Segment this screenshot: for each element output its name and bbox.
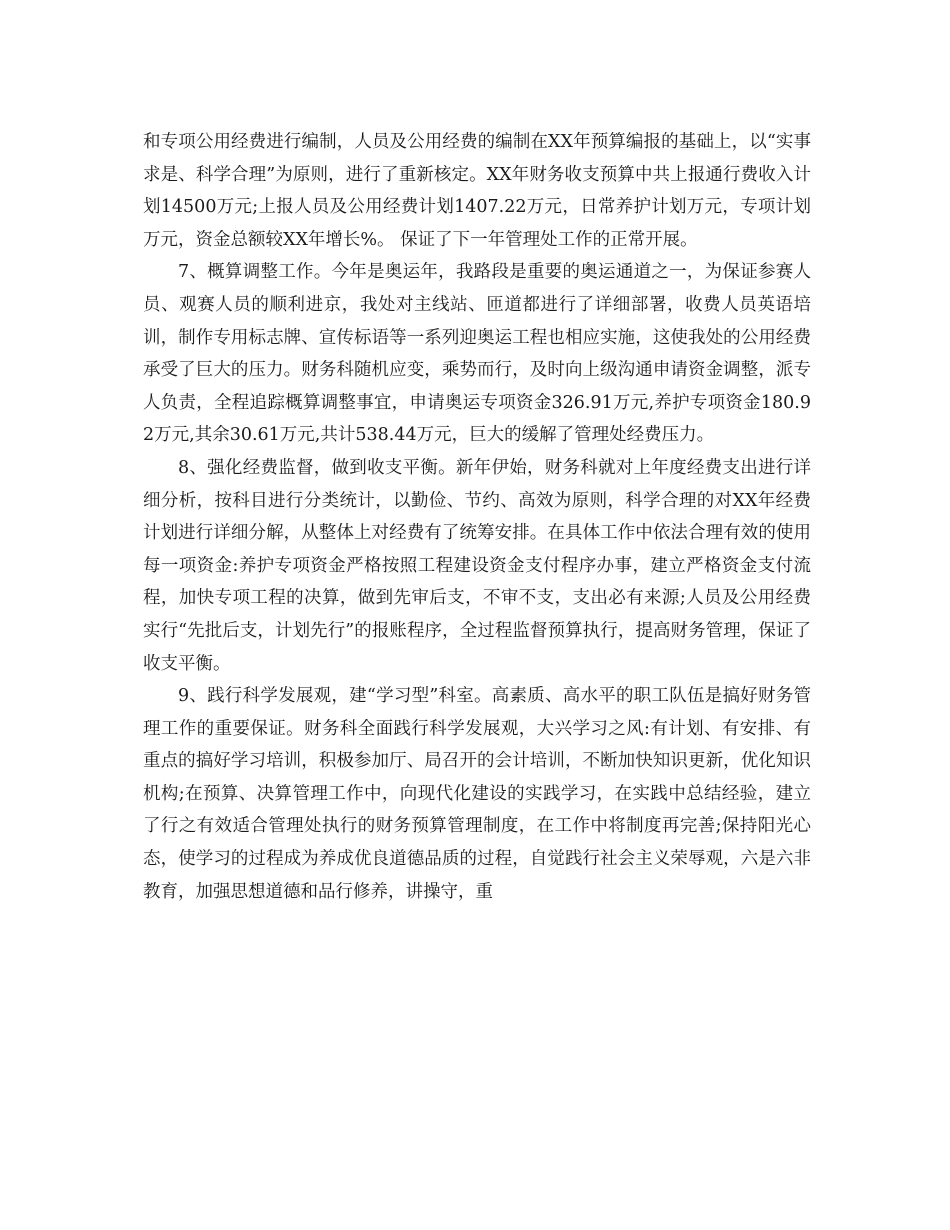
paragraph-expense-supervision: 8、强化经费监督，做到收支平衡。新年伊始，财务科就对上年度经费支出进行详细分析，按科目进行分类统计，以勤俭、节约、高效为原则，科学合理的对XX年经费计划进行详细分解，从整体上对经费有了统筹安排。在具体工作中依法合理有效的使用每一项资金:养护专项资金严格按照工程建设资金支付程序办事，建立严格资金支付流程，加快专项工程的决算，做到先审后支，不审不支，支出必有来源;人员及公用经费实行“先批后支，计划先行”的报账程序，全过程监督预算执行，提高财务管理，保证了收支平衡。 [143, 457, 811, 674]
paragraph-learning-office: 9、践行科学发展观，建“学习型”科室。高素质、高水平的职工队伍是搞好财务管理工作的重要保证。财务科全面践行科学发展观，大兴学习之风:有计划、有安排、有重点的搞好学习培训，积极参加厅、局召开的会计培训，不断加快知识更新，优化知识机构;在预算、决算管理工作中，向现代化建设的实践学习，在实践中总结经验，建立了行之有效适合管理处执行的财务预算管理制度，在工作中将制度再完善;保持阳光心态，使学习的过程成为养成优良道德品质的过程，自觉践行社会主义荣辱观，六是六非教育，加强思想道德和品行修养，讲操守，重 [143, 686, 811, 902]
paragraph-budget-continuation: 和专项公用经费进行编制，人员及公用经费的编制在XX年预算编报的基础上，以“实事求是、科学合理”为原则，进行了重新核定。XX年财务收支预算中共上报通行费收入计划14500万元;上报人员及公用经费计划1407.22万元，日常养护计划万元，专项计划万元，资金总额较XX年增长%。 保证了下一年管理处工作的正常开展。 [143, 132, 811, 250]
paragraph-budget-adjustment: 7、概算调整工作。今年是奥运年，我路段是重要的奥运通道之一，为保证参赛人员、观赛人员的顺利进京，我处对主线站、匝道都进行了详细部署，收费人员英语培训，制作专用标志牌、宣传标语等一系列迎奥运工程也相应实施，这使我处的公用经费承受了巨大的压力。财务科随机应变，乘势而行，及时向上级沟通申请资金调整，派专人负责，全程追踪概算调整事宜，申请奥运专项资金326.91万元,养护专项资金180.92万元,其余30.61万元,共计538.44万元，巨大的缓解了管理处经费压力。 [143, 262, 811, 446]
document-body [143, 126, 811, 908]
